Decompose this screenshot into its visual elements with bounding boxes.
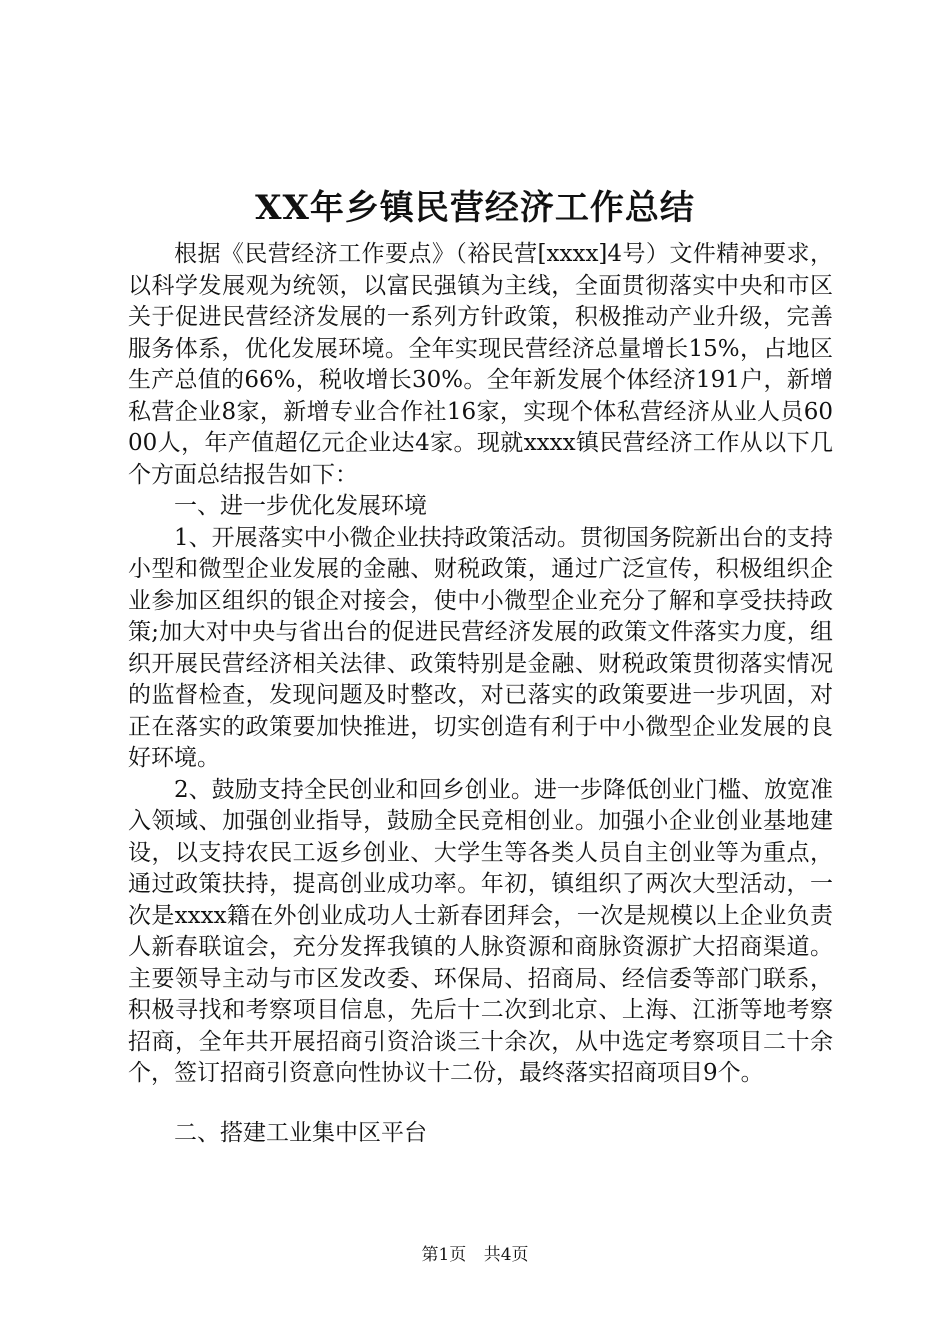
paragraph-gap (128, 1090, 833, 1118)
page-footer (0, 1243, 950, 1267)
section-heading-2: 二、搭建工业集中区平台 (174, 1119, 427, 1146)
page-number: 第1页 (421, 1245, 467, 1265)
item-paragraph-2: 2、鼓励支持全民创业和回乡创业。进一步降低创业门槛、放宽准入领域、加强创业指导，鼓励全民竞相创业。加强小企业创业基地建设，以支持农民工返乡创业、大学生等各类人员自主创业等为重点，通过政策扶持，提高创业成功率。年初，镇组织了两次大型活动，一次是xxxx籍在外创业成功人士新春团拜会，一次是规模以上企业负责人新春联谊会，充分发挥我镇的人脉资源和商脉资源扩大招商渠道。主要领导主动与市区发改委、环保局、招商局、经信委等部门联系，积极寻找和考察项目信息，先后十二次到北京、上海、江浙等地考察招商，全年共开展招商引资洽谈三十余次，从中选定考察项目二十余个，签订招商引资意向性协议十二份，最终落实招商项目9个。 (128, 776, 833, 1086)
document-title: XX年乡镇民营经济工作总结 (255, 188, 695, 228)
intro-paragraph: 根据《民营经济工作要点》（裕民营[xxxx]4号）文件精神要求，以科学发展观为统领，以富民强镇为主线，全面贯彻落实中央和市区关于促进民营经济发展的一系列方针政策，积极推动产业升级，完善服务体系，优化发展环境。全年实现民营经济总量增长15%，占地区生产总值的66%，税收增长30%。全年新发展个体经济191户，新增私营企业8家，新增专业合作社16家，实现个体私营经济从业人员6000人，年产值超亿元企业达4家。现就xxxx镇民营经济工作从以下几个方面总结报告如下： (128, 241, 833, 488)
section-heading-1: 一、进一步优化发展环境 (174, 493, 427, 519)
document-body (128, 239, 833, 1149)
item-paragraph-1: 1、开展落实中小微企业扶持政策活动。贯彻国务院新出台的支持小型和微型企业发展的金融、财税政策，通过广泛宣传，积极组织企业参加区组织的银企对接会，使中小微型企业充分了解和享受扶持政策;加大对中央与省出台的促进民营经济发展的政策文件落实力度，组织开展民营经济相关法律、政策特别是金融、财税政策贯彻落实情况的监督检查，发现问题及时整改，对已落实的政策要进一步巩固，对正在落实的政策要加快推进，切实创造有利于中小微型企业发展的良好环境。 (128, 524, 833, 771)
page-total: 共4页 (483, 1245, 529, 1265)
